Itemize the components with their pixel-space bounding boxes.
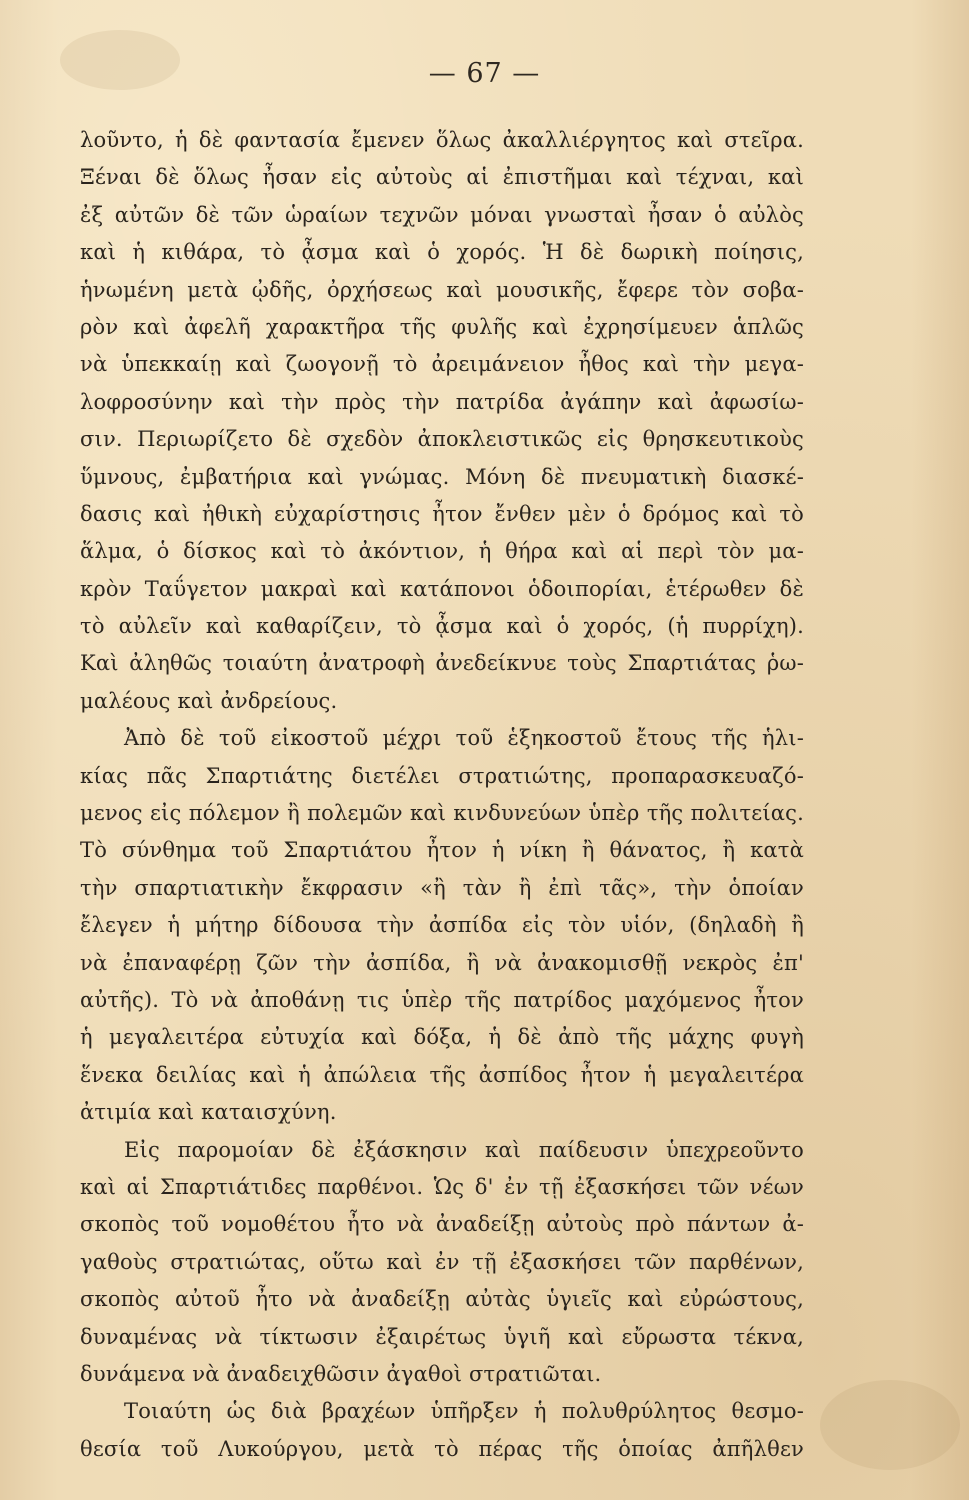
text-line: ἅλμα, ὁ δίσκος καὶ τὸ ἀκόντιον, ἡ θήρα καὶ αἱ περὶ τὸν μα- [80, 539, 804, 564]
text-line: σιν. Περιωρίζετο δὲ σχεδὸν ἀποκλειστικῶς εἰς θρησκευτικοὺς [80, 427, 804, 452]
text-line: νὰ ὑπεκκαίῃ καὶ ζωογονῇ τὸ ἀρειμάνειον ἦθος καὶ τὴν μεγα- [80, 352, 804, 377]
text-line: ἕνεκα δειλίας καὶ ἡ ἀπώλεια τῆς ἀσπίδος ἦτον ἡ μεγαλειτέρα [80, 1062, 804, 1087]
text-line: λοῦντο, ἡ δὲ φαντασία ἔμενεν ὅλως ἀκαλλιέργητος καὶ στεῖρα. [80, 128, 804, 152]
text-line: τὴν σπαρτιατικὴν ἔκφρασιν «ἢ τὰν ἢ ἐπὶ τᾶς», τὴν ὁποίαν [80, 875, 804, 900]
text-line: γαθοὺς στρατιώτας, οὕτω καὶ ἐν τῇ ἐξασκήσει τῶν παρθένων, [80, 1249, 804, 1274]
paragraph-start-line: Εἰς παρομοίαν δὲ ἐξάσκησιν καὶ παίδευσιν ὑπεχρεοῦντο [124, 1137, 804, 1162]
text-line: κίας πᾶς Σπαρτιάτης διετέλει στρατιώτης, προπαρασκευαζό- [80, 763, 804, 788]
text-line: κρὸν Ταΰγετον μακραὶ καὶ κατάπονοι ὁδοιπορίαι, ἑτέρωθεν δὲ [80, 576, 804, 601]
text-line: νὰ ἐπαναφέρῃ ζῶν τὴν ἀσπίδα, ἢ νὰ ἀνακομισθῇ νεκρὸς ἐπ' [80, 950, 804, 975]
text-line: Καὶ ἀληθῶς τοιαύτη ἀνατροφὴ ἀνεδείκνυε τοὺς Σπαρτιάτας ῥω- [80, 651, 804, 676]
text-line: ἔλεγεν ἡ μήτηρ δίδουσα τὴν ἀσπίδα εἰς τὸν υἱόν, (δηλαδὴ ἢ [80, 913, 804, 938]
text-line: μενος εἰς πόλεμον ἢ πολεμῶν καὶ κινδυνεύων ὑπὲρ τῆς πολιτείας. [80, 801, 804, 826]
text-line: δασις καὶ ἠθικὴ εὐχαρίστησις ἦτον ἔνθεν μὲν ὁ δρόμος καὶ τὸ [80, 501, 804, 526]
text-line: μαλέους καὶ ἀνδρείους. [80, 688, 338, 713]
text-line: αὐτῆς). Τὸ νὰ ἀποθάνῃ τις ὑπὲρ τῆς πατρίδος μαχόμενος ἦτον [80, 987, 804, 1012]
text-line: Τὸ σύνθημα τοῦ Σπαρτιάτου ἦτον ἡ νίκη ἢ θάνατος, ἢ κατὰ [80, 838, 804, 863]
text-line: καὶ αἱ Σπαρτιάτιδες παρθένοι. Ὡς δ' ἐν τῇ ἐξασκήσει τῶν νέων [80, 1174, 804, 1199]
text-line: ἐξ αὐτῶν δὲ τῶν ὡραίων τεχνῶν μόναι γνωσταὶ ἦσαν ὁ αὐλὸς [80, 202, 804, 227]
text-line: ἡνωμένη μετὰ ᾠδῆς, ὀρχήσεως καὶ μουσικῆς, ἔφερε τὸν σοβα- [80, 277, 804, 302]
paper-stain [820, 1380, 960, 1470]
text-line: δυναμένας νὰ τίκτωσιν ἐξαιρέτως ὑγιῆ καὶ εὔρωστα τέκνα, [80, 1324, 804, 1349]
text-line: ἡ μεγαλειτέρα εὐτυχία καὶ δόξα, ἡ δὲ ἀπὸ τῆς μάχης φυγὴ [80, 1025, 804, 1050]
paragraph-start-line: Τοιαύτη ὡς διὰ βραχέων ὑπῆρξεν ἡ πολυθρύλητος θεσμο- [124, 1399, 804, 1424]
text-line: ἀτιμία καὶ καταισχύνη. [80, 1100, 337, 1125]
text-line: λοφροσύνην καὶ τὴν πρὸς τὴν πατρίδα ἀγάπην καὶ ἀφωσίω- [80, 389, 804, 414]
text-line: θεσία τοῦ Λυκούργου, μετὰ τὸ πέρας τῆς ὁποίας ἀπῆλθεν [80, 1436, 804, 1461]
paragraph-start-line: Ἀπὸ δὲ τοῦ εἰκοστοῦ μέχρι τοῦ ἑξηκοστοῦ ἔτους τῆς ἡλι- [124, 726, 804, 751]
body-text [80, 122, 804, 1468]
text-line: καὶ ἡ κιθάρα, τὸ ᾆσμα καὶ ὁ χορός. Ἡ δὲ δωρικὴ ποίησις, [80, 240, 804, 265]
text-line: σκοπὸς αὐτοῦ ἦτο νὰ ἀναδείξῃ αὐτὰς ὑγιεῖς καὶ εὐρώστους, [80, 1287, 804, 1312]
text-line: σκοπὸς τοῦ νομοθέτου ἦτο νὰ ἀναδείξῃ αὐτοὺς πρὸ πάντων ἀ- [80, 1212, 804, 1237]
text-line: ρὸν καὶ ἀφελῆ χαρακτῆρα τῆς φυλῆς καὶ ἐχρησίμευεν ἁπλῶς [80, 314, 804, 339]
text-line: ὕμνους, ἐμβατήρια καὶ γνώμας. Μόνη δὲ πνευματικὴ διασκέ- [80, 464, 804, 489]
text-line: τὸ αὐλεῖν καὶ καθαρίζειν, τὸ ᾆσμα καὶ ὁ χορός, (ἡ πυρρίχη). [80, 614, 804, 639]
text-line: δυνάμενα νὰ ἀναδειχθῶσιν ἀγαθοὶ στρατιῶται. [80, 1361, 602, 1386]
page-number: — 67 — [428, 58, 541, 89]
text-line: Ξέναι δὲ ὅλως ἦσαν εἰς αὐτοὺς αἱ ἐπιστῆμαι καὶ τέχναι, καὶ [80, 165, 804, 190]
